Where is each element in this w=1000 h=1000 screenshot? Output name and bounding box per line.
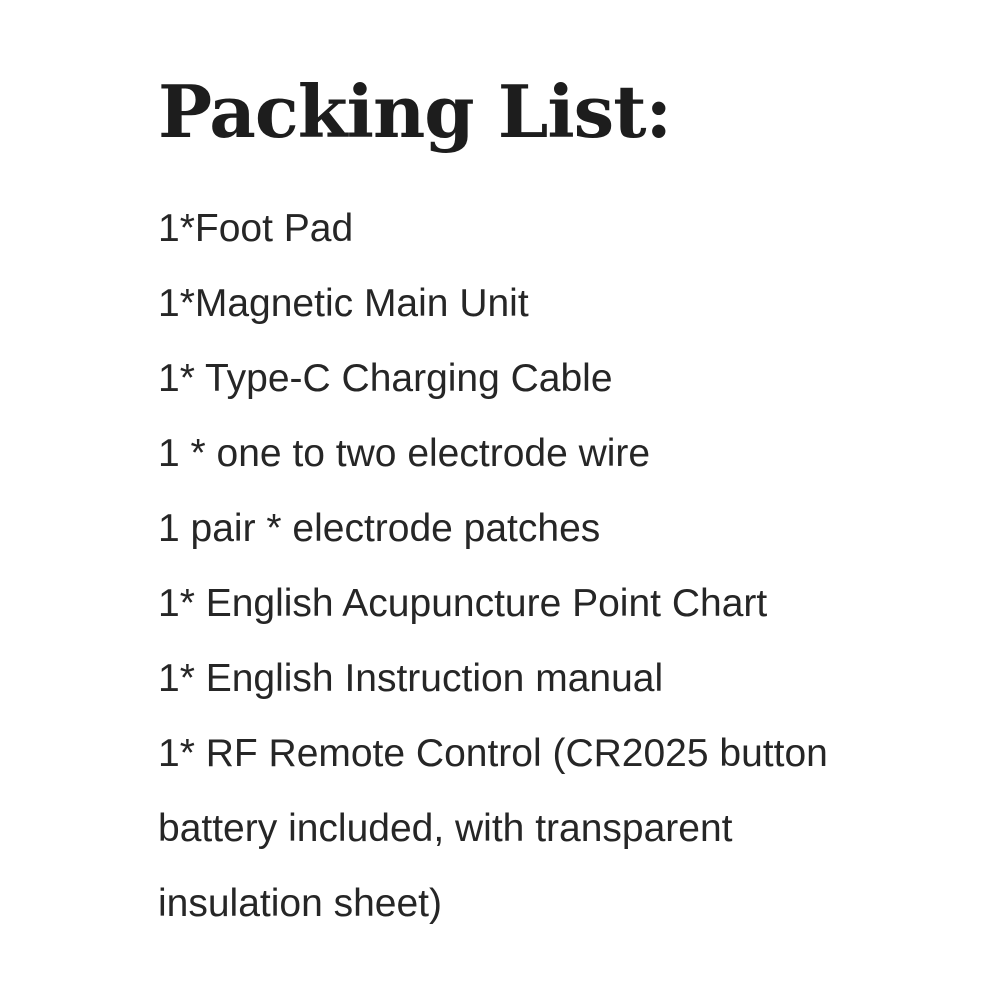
page-title: Packing List: bbox=[158, 69, 672, 154]
list-item: 1*Magnetic Main Unit bbox=[158, 282, 529, 326]
list-item: 1* English Instruction manual bbox=[158, 657, 664, 701]
packing-list bbox=[158, 191, 900, 941]
list-item: 1 pair * electrode patches bbox=[158, 507, 601, 551]
list-item: 1* English Acupuncture Point Chart bbox=[158, 582, 768, 626]
list-item: 1* Type-C Charging Cable bbox=[158, 357, 613, 401]
packing-list-content bbox=[158, 69, 900, 941]
list-item: 1*Foot Pad bbox=[158, 207, 354, 251]
list-item: 1* RF Remote Control (CR2025 button battery included, with transparent insulation sheet) bbox=[158, 732, 828, 926]
list-item: 1 * one to two electrode wire bbox=[158, 432, 651, 476]
